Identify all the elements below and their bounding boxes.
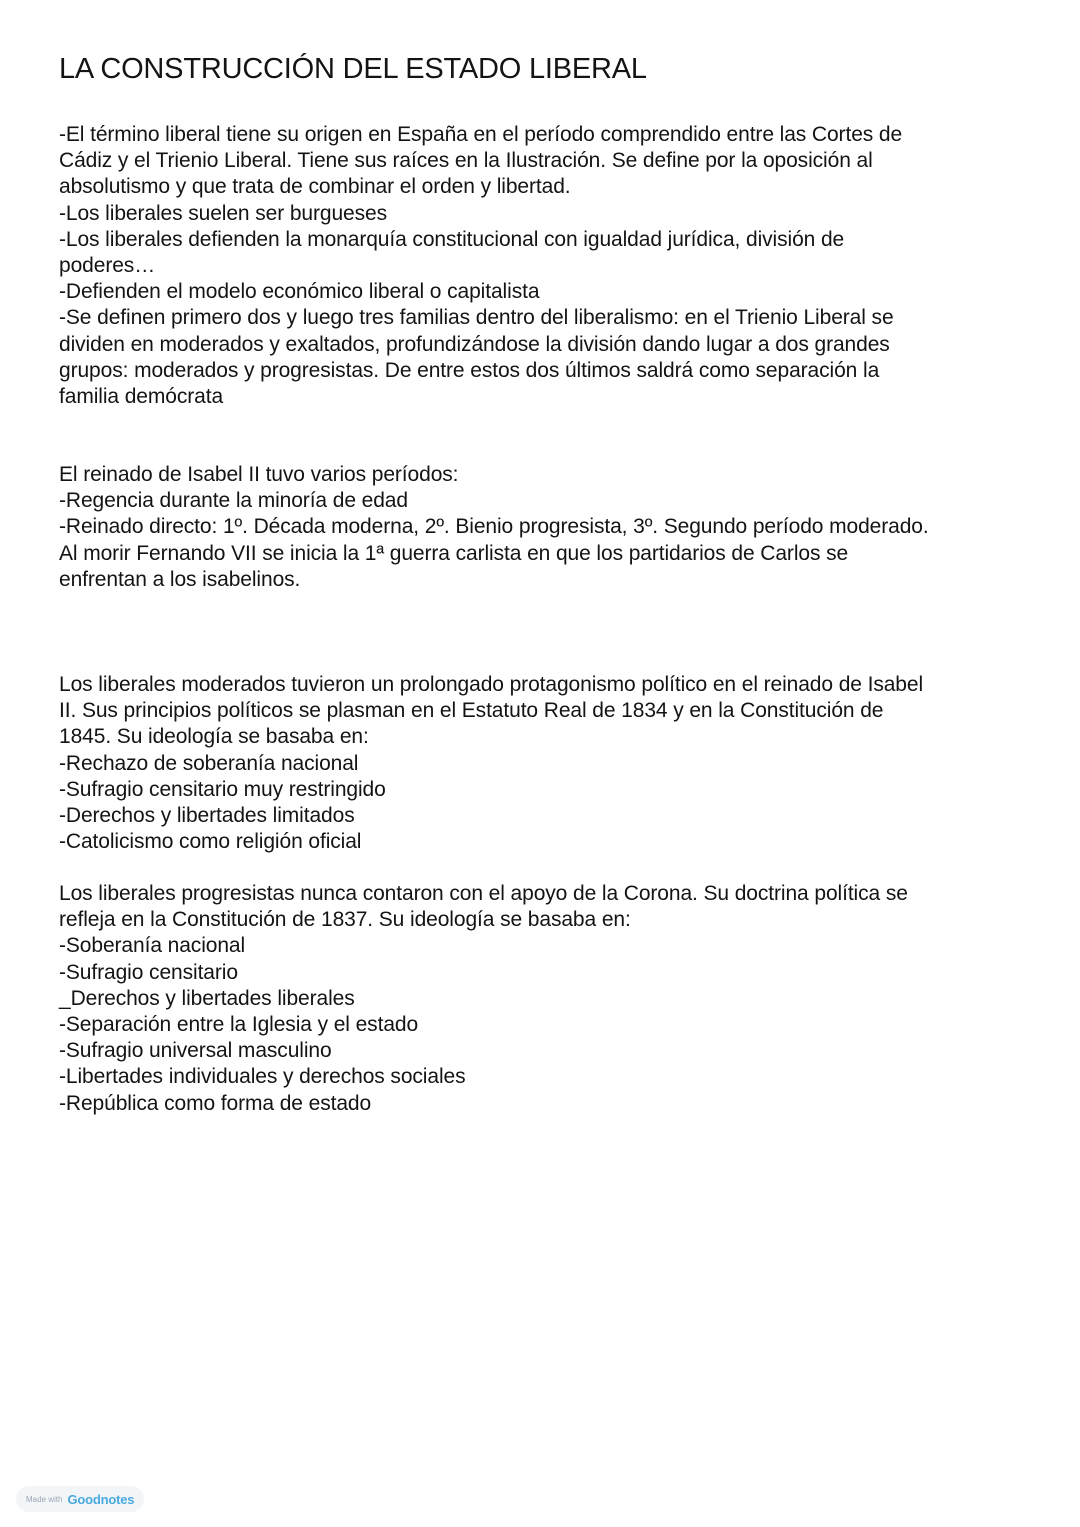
text-line: refleja en la Constitución de 1837. Su ideología se basaba en: — [59, 908, 631, 932]
text-line: familia demócrata — [59, 384, 224, 408]
text-line: -Sufragio universal masculino — [59, 1039, 332, 1063]
text-line: -El término liberal tiene su origen en España en el período comprendido entre las Cortes de — [59, 123, 903, 146]
text-line: -Catolicismo como religión oficial — [59, 830, 362, 854]
paragraph-moderados — [59, 672, 1029, 855]
text-line: poderes… — [59, 253, 156, 277]
text-line: absolutismo y que trata de combinar el orden y libertad. — [59, 175, 571, 199]
text-line: Los liberales moderados tuvieron un prolongado protagonismo político en el reinado de Isabel — [59, 673, 924, 696]
text-line: -Regencia durante la minoría de edad — [59, 489, 408, 513]
text-line: -Sufragio censitario muy restringido — [59, 777, 386, 801]
badge-brand: Goodnotes — [67, 1491, 135, 1507]
page-title: LA CONSTRUCCIÓN DEL ESTADO LIBERAL — [59, 53, 647, 85]
paragraph-liberal-origin — [59, 122, 1029, 410]
text-line: grupos: moderados y progresistas. De entre estos dos últimos saldrá como separación la — [59, 358, 880, 382]
text-line: -Soberanía nacional — [59, 934, 246, 958]
text-line: -Los liberales defienden la monarquía constitucional con igualdad jurídica, división de — [59, 227, 845, 251]
text-line: -Se definen primero dos y luego tres familias dentro del liberalismo: en el Trienio Liberal se — [59, 306, 894, 330]
text-line: _Derechos y libertades liberales — [59, 986, 355, 1010]
text-line: -Libertades individuales y derechos sociales — [59, 1065, 466, 1089]
text-line: -Reinado directo: 1º. Década moderna, 2º. Bienio progresista, 3º. Segundo período moderado. — [59, 515, 929, 539]
goodnotes-badge — [16, 1486, 144, 1512]
text-line: -Rechazo de soberanía nacional — [59, 751, 359, 775]
text-line: -Separación entre la Iglesia y el estado — [59, 1012, 419, 1036]
paragraph-progresistas — [59, 881, 1029, 1117]
text-line: -Defienden el modelo económico liberal o capitalista — [59, 280, 540, 304]
text-line: -Los liberales suelen ser burgueses — [59, 201, 388, 225]
badge-prefix: Made with — [26, 1494, 63, 1504]
text-line: dividen en moderados y exaltados, profundizándose la división dando lugar a dos grandes — [59, 332, 890, 356]
text-line: II. Sus principios políticos se plasman en el Estatuto Real de 1834 y en la Constitución de — [59, 699, 884, 723]
text-line: Al morir Fernando VII se inicia la 1ª guerra carlista en que los partidarios de Carlos se — [59, 541, 849, 565]
text-line: El reinado de Isabel II tuvo varios períodos: — [59, 463, 459, 486]
text-line: -República como forma de estado — [59, 1091, 372, 1115]
text-line: 1845. Su ideología se basaba en: — [59, 725, 369, 749]
text-line: -Sufragio censitario — [59, 960, 238, 984]
text-line: enfrentan a los isabelinos. — [59, 567, 301, 591]
text-line: Los liberales progresistas nunca contaron con el apoyo de la Corona. Su doctrina política se — [59, 882, 908, 905]
paragraph-isabel-reign — [59, 462, 1029, 593]
text-line: Cádiz y el Trienio Liberal. Tiene sus raíces en la Ilustración. Se define por la oposición al — [59, 149, 873, 173]
text-line: -Derechos y libertades limitados — [59, 803, 355, 827]
